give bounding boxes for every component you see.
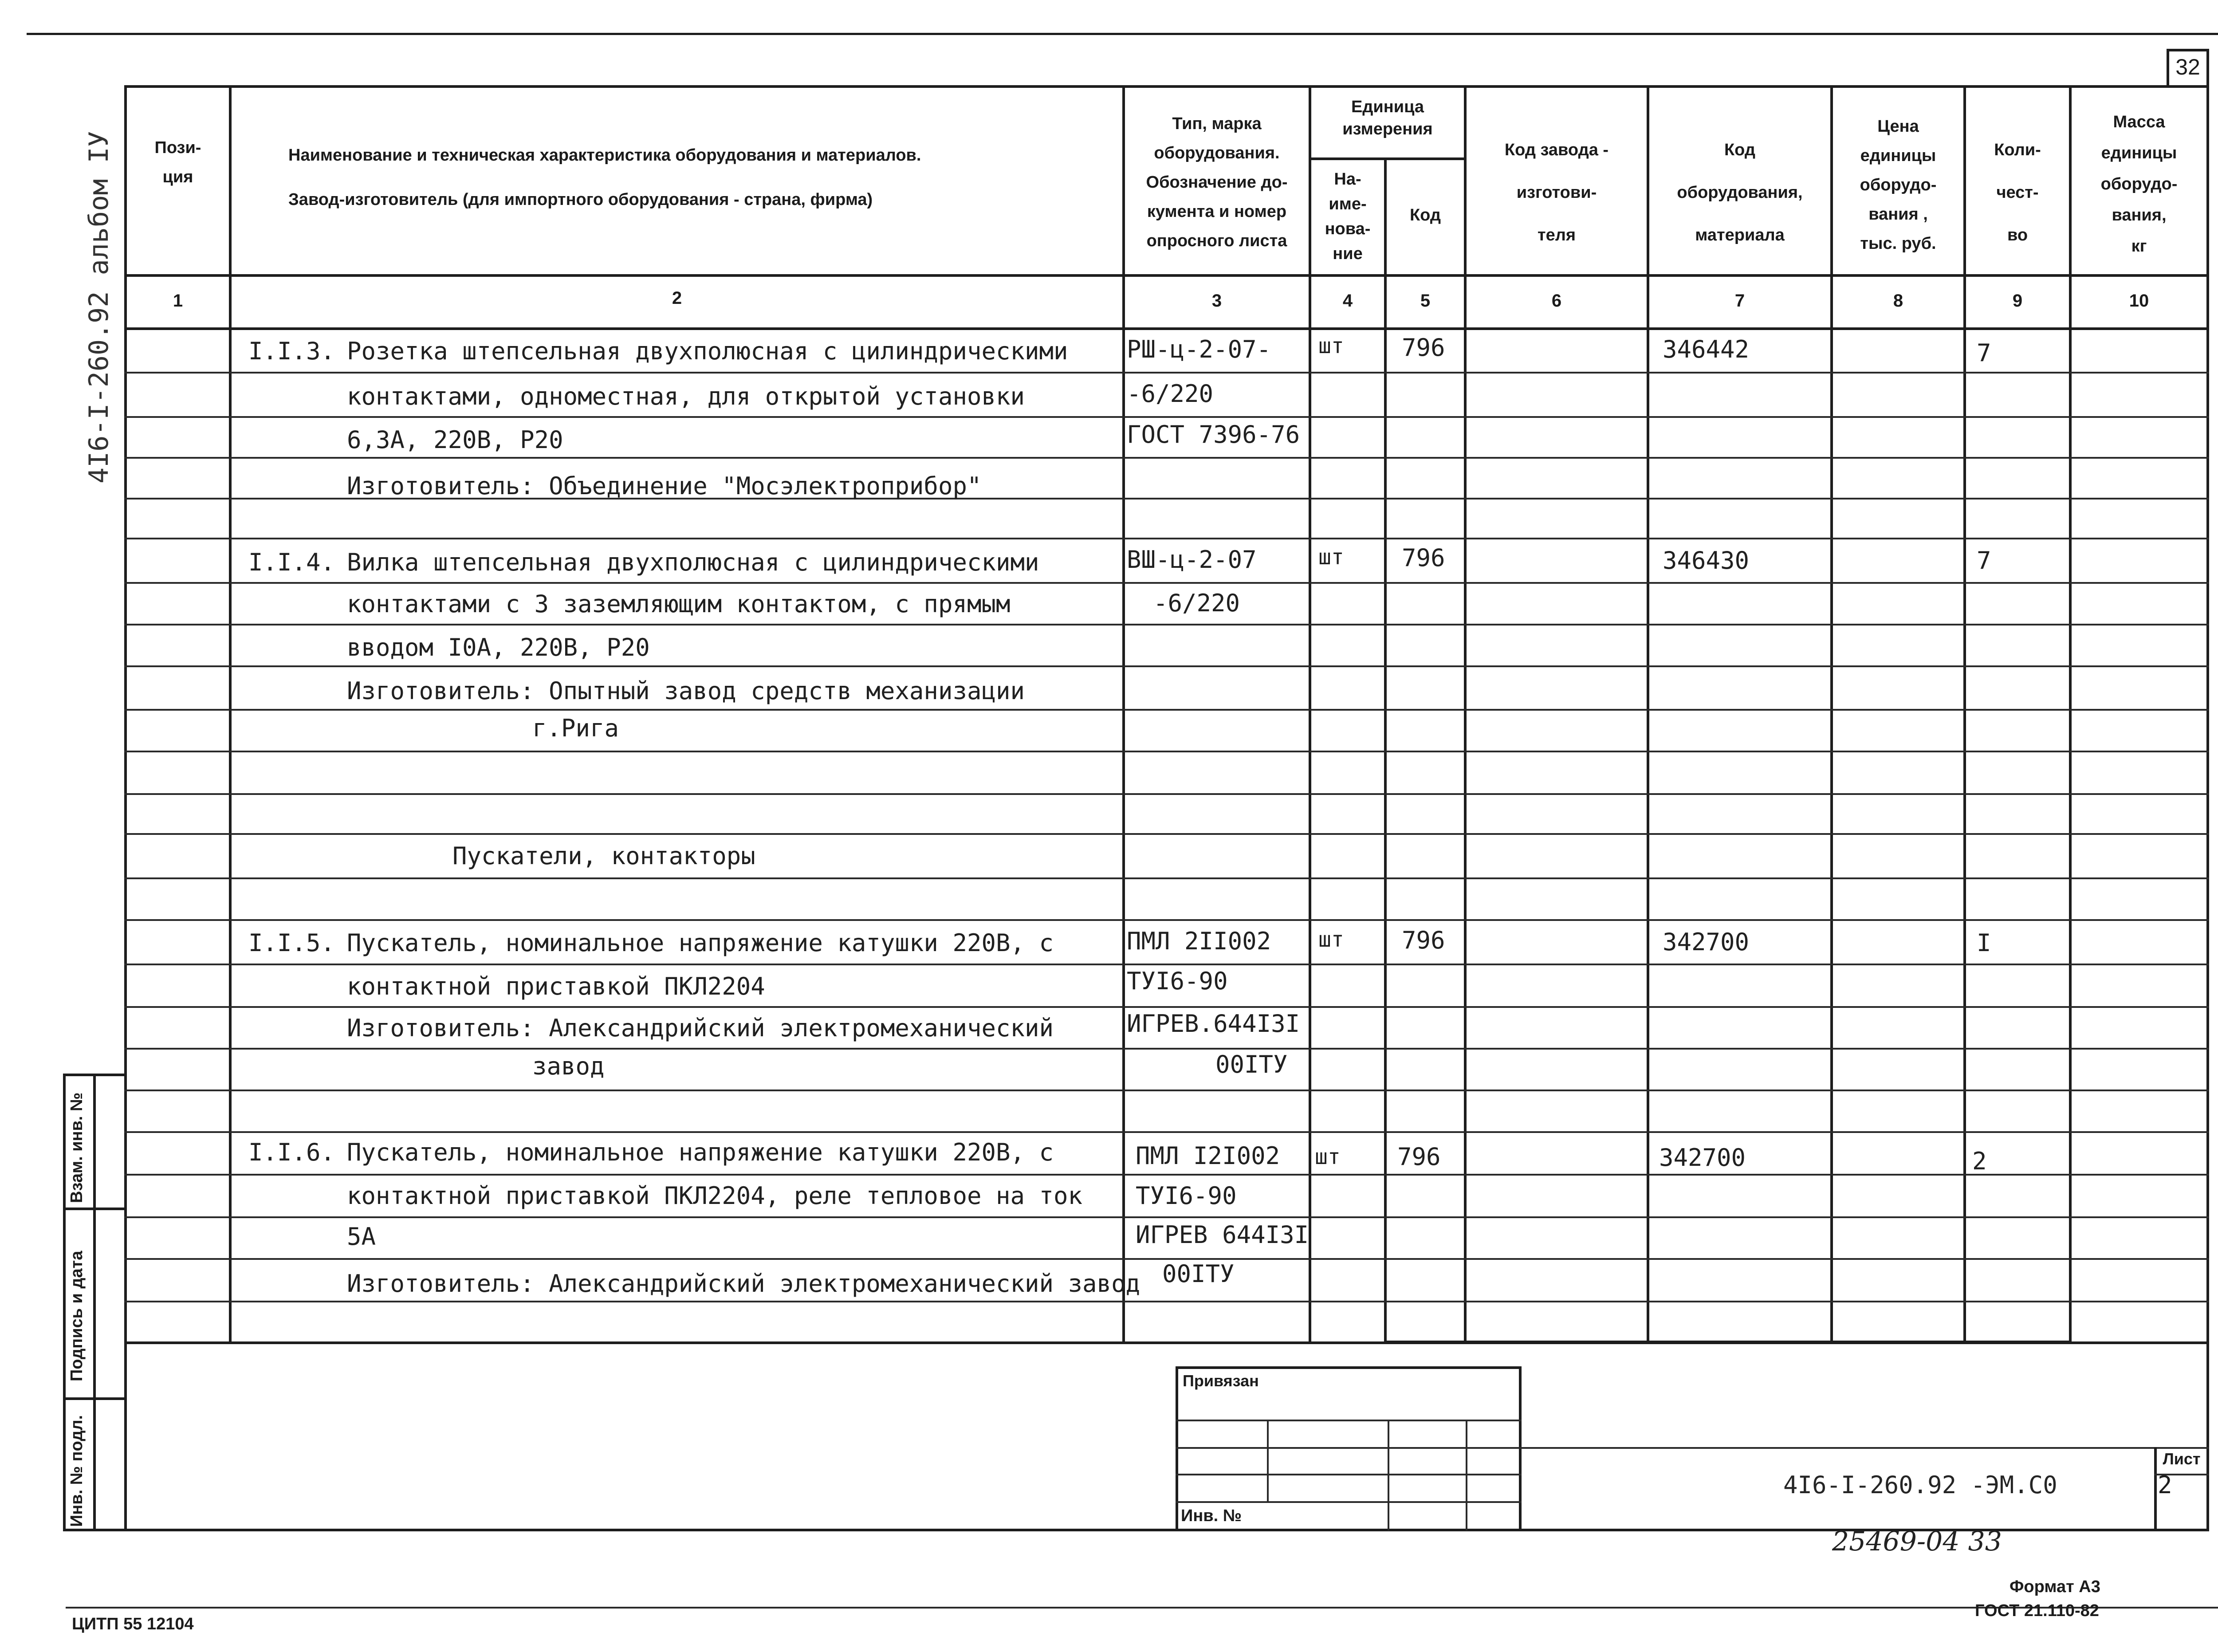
- side-stamp-sep-2: [63, 1397, 126, 1400]
- header-bottom-line: [124, 274, 2209, 277]
- bottom-trim-line: [66, 1607, 2218, 1609]
- unit-code: 796: [1402, 544, 1445, 572]
- linked-box-row: [1176, 1501, 1522, 1503]
- item-name: г.Рига: [532, 714, 619, 742]
- column-number: 7: [1734, 291, 1745, 311]
- row-line: [124, 1006, 2209, 1008]
- item-name: вводом I0А, 220В, Р20: [347, 633, 650, 661]
- col-sep-6: [1647, 85, 1649, 1344]
- column-number: 9: [2012, 291, 2023, 311]
- position-number: I.I.4.: [248, 548, 335, 576]
- section-heading: Пускатели, контакторы: [452, 842, 755, 870]
- quantity: 7: [1977, 547, 1991, 574]
- side-stamp-left: [63, 1074, 66, 1531]
- item-name: Изготовитель: Опытный завод средств механизации: [347, 677, 1025, 705]
- row-line-heavy: [1384, 1341, 2072, 1344]
- header-col9: Коли- чест- во: [1994, 141, 2041, 244]
- position-number: I.I.6.: [248, 1138, 335, 1166]
- column-number: 4: [1342, 291, 1353, 311]
- column-number: 8: [1893, 291, 1903, 311]
- item-name: 6,3А, 220В, Р20: [347, 426, 563, 454]
- row-line: [124, 709, 2209, 711]
- side-stamp-mid: [93, 1074, 96, 1531]
- unit-group-divider: [1309, 157, 1467, 160]
- item-type: РШ-ц-2-07-: [1127, 335, 1271, 363]
- equipment-code: 346442: [1663, 335, 1750, 363]
- col-sep-8: [1963, 85, 1966, 1344]
- header-col8: Цена единицы оборудо- вания , тыс. руб.: [1860, 117, 1937, 253]
- sheet-label: Лист: [2163, 1450, 2201, 1468]
- format-label: Формат А3: [2010, 1577, 2100, 1596]
- unit-name: шт: [1318, 927, 1344, 952]
- item-name: Изготовитель: Александрийский электромеханический завод: [347, 1270, 1140, 1298]
- sheet-value: 2: [2158, 1471, 2172, 1499]
- column-number: 2: [672, 288, 682, 308]
- equipment-code: 346430: [1663, 547, 1750, 574]
- row-line: [124, 1216, 2209, 1218]
- header-unit-group: Единица измерения: [1342, 98, 1433, 138]
- col-sep-5: [1464, 85, 1467, 1344]
- row-line: [124, 457, 2209, 459]
- column-number: 3: [1211, 291, 1222, 311]
- item-type: ПМЛ I2I002: [1136, 1142, 1280, 1170]
- item-name: Пускатель, номинальное напряжение катушки 220В, с: [347, 1138, 1054, 1166]
- item-type: ГОСТ 7396-76: [1127, 421, 1300, 448]
- row-line: [124, 1174, 2209, 1176]
- item-name: Изготовитель: Объединение "Мосэлектроприбор": [347, 472, 982, 500]
- header-col10: Масса единицы оборудо- вания, кг: [2100, 113, 2178, 256]
- item-type: ИГРЕВ.644I3I: [1127, 1010, 1300, 1038]
- column-number: 10: [2129, 291, 2149, 311]
- header-col1: Пози- ция: [154, 138, 201, 186]
- row-line: [124, 793, 2209, 795]
- quantity: 2: [1972, 1147, 1987, 1175]
- linked-box-col: [1388, 1420, 1389, 1530]
- side-stamp-sep-1: [63, 1208, 126, 1210]
- column-number: 1: [173, 291, 183, 311]
- item-name: Изготовитель: Александрийский электромеханический: [347, 1014, 1054, 1042]
- item-name: контактами с 3 заземляющим контактом, с прямым: [347, 590, 1011, 618]
- equipment-code: 342700: [1659, 1144, 1746, 1172]
- item-type: 00IТУ: [1215, 1050, 1288, 1078]
- row-line: [124, 372, 2209, 374]
- linked-box-col: [1466, 1420, 1467, 1530]
- numbering-row-bottom: [124, 327, 2209, 330]
- linked-box-row: [1176, 1420, 1522, 1421]
- frame-right: [2206, 49, 2209, 1531]
- item-name: контактной приставкой ПКЛ2204, реле тепловое на ток: [347, 1182, 1083, 1210]
- sheet-number-box-top: [2167, 49, 2209, 51]
- item-name: Розетка штепсельная двухполюсная с цилиндрическими: [347, 337, 1068, 365]
- gost-label: ГОСТ 21.110-82: [1975, 1601, 2099, 1620]
- item-name: завод: [532, 1052, 605, 1080]
- frame-top: [124, 85, 2209, 88]
- item-type: 00IТУ: [1162, 1260, 1235, 1288]
- row-line: [124, 919, 2209, 921]
- item-name: 5А: [347, 1223, 376, 1251]
- col-sep-3: [1309, 85, 1311, 1344]
- row-line: [124, 751, 2209, 752]
- row-line: [124, 665, 2209, 667]
- item-name: Пускатель, номинальное напряжение катушки 220В, с: [347, 929, 1054, 957]
- unit-name: шт: [1318, 545, 1344, 570]
- col-sep-9: [2069, 85, 2072, 1344]
- side-stamp-signature-date: Подпись и дата: [67, 1251, 86, 1381]
- unit-code: 796: [1402, 926, 1445, 954]
- col-sep-2: [1122, 85, 1125, 1344]
- col-sep-1: [229, 85, 232, 1344]
- item-type: ПМЛ 2II002: [1127, 927, 1271, 955]
- column-number: 5: [1420, 291, 1431, 311]
- row-line: [124, 624, 2209, 625]
- item-name: Вилка штепсельная двухполюсная с цилиндрическими: [347, 548, 1039, 576]
- inv-no-label: Инв. №: [1181, 1506, 1242, 1525]
- item-type: ИГРЕВ 644I3I: [1136, 1221, 1309, 1249]
- item-type: ВШ-ц-2-07: [1127, 546, 1257, 574]
- header-col7: Код оборудования, материала: [1677, 141, 1803, 244]
- col-sep-7: [1830, 85, 1833, 1344]
- row-line: [124, 1048, 2209, 1050]
- linked-box-row: [1176, 1474, 1522, 1475]
- handwritten-number: 25469-04 33: [1832, 1526, 2002, 1557]
- equipment-code: 342700: [1663, 928, 1750, 956]
- row-line: [124, 416, 2209, 418]
- unit-name: шт: [1318, 334, 1344, 358]
- item-type: -6/220: [1127, 380, 1214, 408]
- album-label: 4I6-I-260.92 альбом IУ: [83, 131, 114, 484]
- side-stamp-top: [63, 1074, 126, 1076]
- item-name: контактной приставкой ПКЛ2204: [347, 972, 765, 1000]
- side-stamp-original-inv: Инв. № подл.: [67, 1415, 86, 1527]
- quantity: 7: [1977, 339, 1991, 367]
- linked-box-col: [1267, 1420, 1269, 1502]
- header-col2: Наименование и техническая характеристика оборудования и материалов. Завод-изготовитель (для импортного оборудования - страна, фирма): [288, 146, 921, 209]
- item-type: -6/220: [1153, 589, 1240, 617]
- header-col3: Тип, марка оборудования. Обозначение до- кумента и номер опросного листа: [1146, 114, 1288, 250]
- row-line: [124, 1131, 2209, 1133]
- linked-box-row: [1176, 1447, 1522, 1449]
- header-col6: Код завода - изготови- теля: [1504, 141, 1609, 244]
- row-line: [124, 538, 2209, 539]
- title-block-top: [1519, 1447, 2209, 1449]
- item-name: контактами, одноместная, для открытой установки: [347, 382, 1025, 410]
- side-stamp-replaced-inv: Взам. инв. №: [67, 1092, 86, 1203]
- row-line: [124, 877, 2209, 879]
- row-line: [124, 1301, 2209, 1302]
- row-line: [124, 582, 2209, 584]
- header-col5: Код: [1409, 206, 1441, 224]
- item-type: ТУI6-90: [1136, 1182, 1237, 1210]
- unit-code: 796: [1397, 1143, 1441, 1171]
- row-line: [124, 964, 2209, 965]
- row-line: [124, 833, 2209, 835]
- column-number: 6: [1551, 291, 1562, 311]
- header-col4: На- име- нова- ние: [1325, 170, 1371, 263]
- unit-code: 796: [1402, 334, 1445, 362]
- position-number: I.I.5.: [248, 929, 335, 957]
- row-line: [124, 1090, 2209, 1091]
- top-trim-line: [27, 33, 2218, 35]
- quantity: I: [1977, 929, 1991, 957]
- document-designation: 4I6-I-260.92 -ЭМ.С0: [1783, 1471, 2057, 1499]
- linked-label: Привязан: [1183, 1372, 1259, 1390]
- linked-box-top: [1176, 1366, 1522, 1369]
- printer-label: ЦИТП 55 12104: [72, 1615, 194, 1633]
- position-number: I.I.3.: [248, 337, 335, 365]
- item-type: ТУI6-90: [1127, 967, 1228, 995]
- unit-name: шт: [1315, 1145, 1341, 1169]
- sheet-number-top: 32: [2175, 55, 2200, 79]
